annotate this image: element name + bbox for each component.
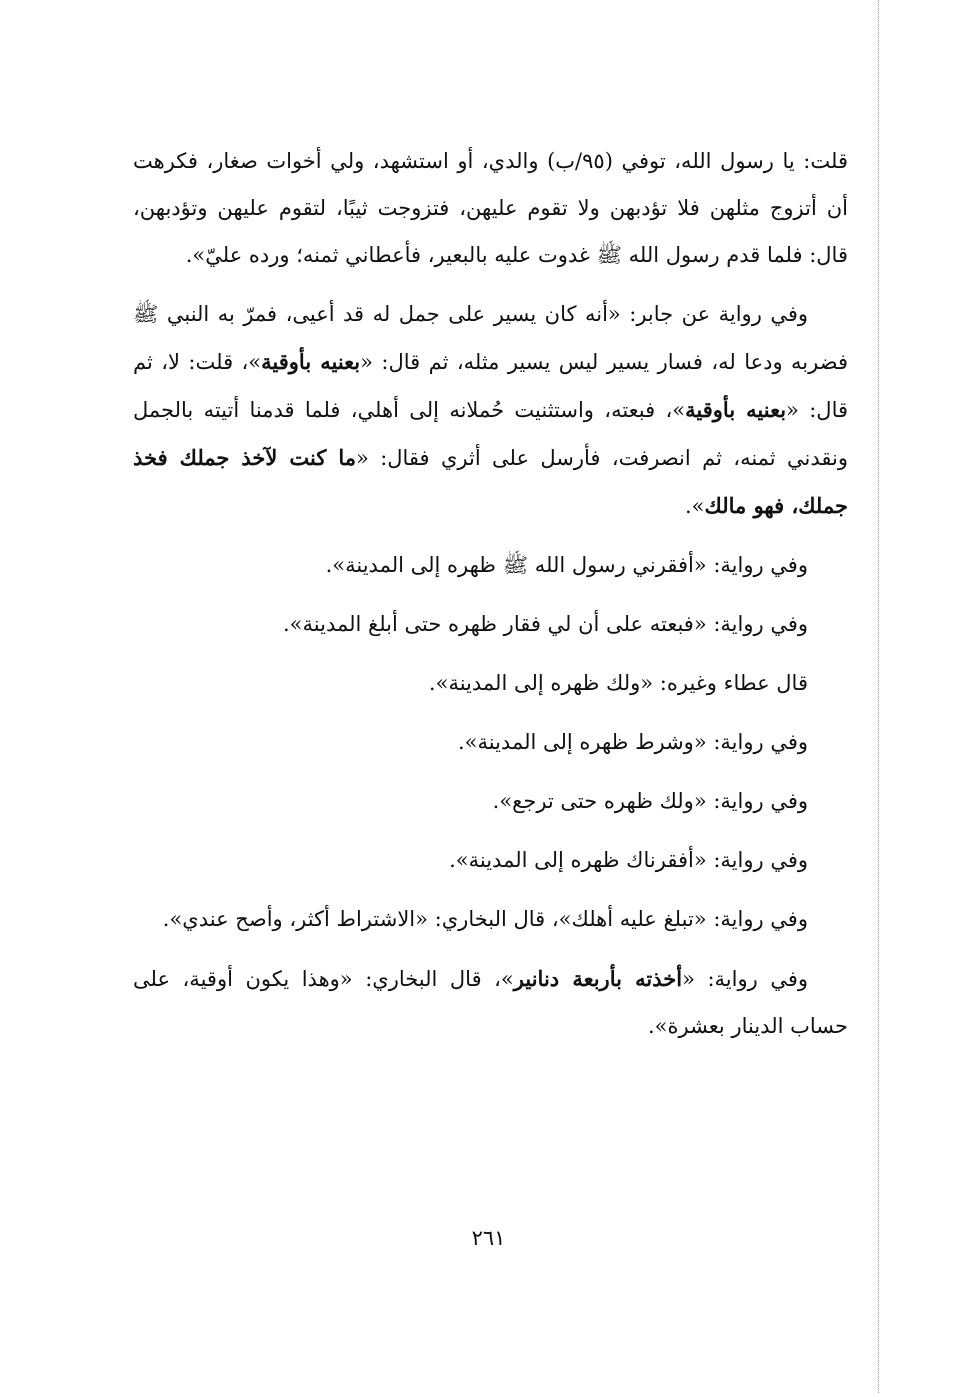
paragraph-10-part-3: »، قال البخاري: «وهذا يكون أوقية، على حساب الدينار بعشرة». (133, 967, 848, 1038)
paragraph-10 (133, 955, 848, 1050)
paragraph-4: وفي رواية: «فبعته على أن لي فقار ظهره حتى أبلغ المدينة». (283, 612, 808, 636)
paragraph-7: وفي رواية: «ولك ظهره حتى ترجع». (492, 789, 808, 813)
paragraph-9: وفي رواية: «تبلغ عليه أهلك»، قال البخاري: «الاشتراط أكثر، وأصح عندي». (162, 907, 808, 931)
paragraph-2-part-1: وفي رواية عن جابر: «أنه كان يسير على جمل له قد أعيى، فمرّ به النبي ﷺ فضربه ودعا له، فسار يسير ليس يسير مثله، ثم قال: « (133, 302, 848, 374)
paragraph-6: وفي رواية: «وشرط ظهره إلى المدينة». (457, 730, 808, 754)
paragraph-2-part-7: ». (684, 494, 705, 518)
paragraph-2-part-3: »، قلت: لا، ثم قال: « (133, 350, 849, 422)
paragraph-10-part-1: وفي رواية: « (682, 967, 808, 991)
paragraph-1: قلت: يا رسول الله، توفي (٩٥/ب) والدي، أو استشهد، ولي أخوات صغار، فكرهت أن أتزوج مثلهن فلا تؤدبهن ولا تقوم عليهن، فتزوجت ثيبًا، لتقوم عليهن وتؤدبهن، قال: فلما قدم رسول الله ﷺ غدوت عليه بالبعير، فأعطاني ثمنه؛ ورده عليّ». (133, 149, 848, 267)
quote-bold-4: أخذته بأربعة دنانير (513, 966, 683, 991)
page-number: ٢٦١ (471, 1226, 506, 1250)
paragraph-3: وفي رواية: «أفقرني رسول الله ﷺ ظهره إلى المدينة». (325, 553, 808, 577)
quote-bold-3: ما كنت لآخذ جملك فخذ جملك، فهو مالك (133, 445, 848, 518)
paragraph-2 (133, 291, 848, 530)
page-edge-dotted-line (878, 0, 879, 1393)
paragraph-2-part-5: »، فبعته، واستثنيت حُملانه إلى أهلي، فلما قدمنا أتيته بالجمل ونقدني ثمنه، ثم انصرفت، فأرسل على أثري فقال: « (133, 398, 848, 470)
quote-bold-2: بعنيه بأوقية (685, 397, 787, 422)
main-text-block (133, 138, 848, 1050)
paragraph-5: قال عطاء وغيره: «ولك ظهره إلى المدينة». (428, 671, 808, 695)
quote-bold-1: بعنيه بأوقية (261, 349, 361, 374)
paragraph-8: وفي رواية: «أفقرناك ظهره إلى المدينة». (449, 848, 808, 872)
